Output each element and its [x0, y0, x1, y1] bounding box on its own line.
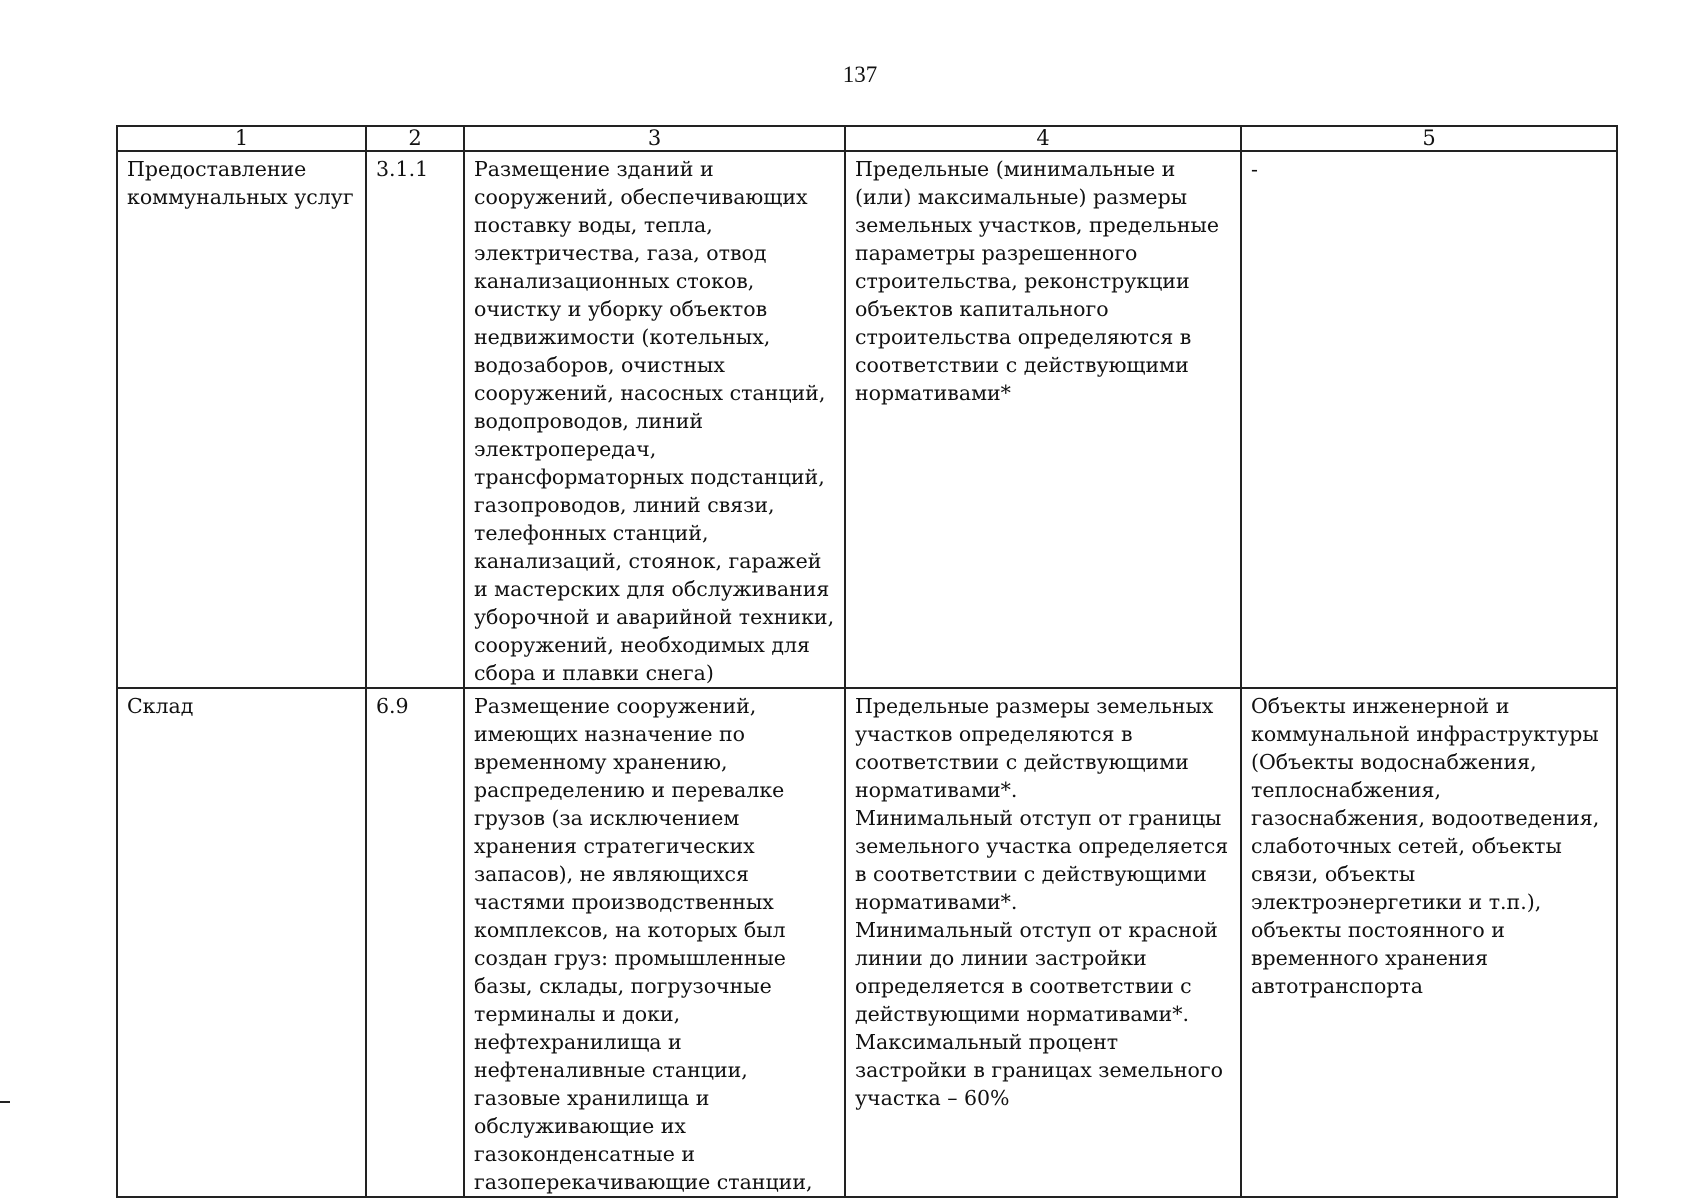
land-use-parameters: Предельные (минимальные и (или) максимальные) размеры земельных участков, предельные параметры разрешенного строительства, реконструкции объектов капитального строительства определяются в соответствии с действующими нормативами*: [845, 151, 1241, 688]
land-use-name: Предоставление коммунальных услуг: [117, 151, 366, 688]
header-row: [117, 126, 1617, 151]
header-cell-1: 1: [117, 126, 366, 151]
land-use-code: 6.9: [366, 688, 464, 1197]
margin-dash: [0, 1101, 10, 1103]
land-use-description: Размещение зданий и сооружений, обеспечивающих поставку воды, тепла, электричества, газа, отвод канализационных стоков, очистку и уборку объектов недвижимости (котельных, водозаборов, очистных сооружений, насосных станций, водопроводов, линий электропередач, трансформаторных подстанций, газопроводов, линий связи, телефонных станций, канализаций, стоянок, гаражей и мастерских для обслуживания уборочной и аварийной техники, сооружений, необходимых для сбора и плавки снега): [464, 151, 845, 688]
table-row: [117, 151, 1617, 688]
header-cell-5: 5: [1241, 126, 1617, 151]
land-use-parameters: Предельные размеры земельных участков определяются в соответствии с действующими нормативами*. Минимальный отступ от границы земельного участка определяется в соответствии с действующими нормативами*. Минимальный отступ от красной линии до линии застройки определяется в соответствии с действующими нормативами*. Максимальный процент застройки в границах земельного участка – 60%: [845, 688, 1241, 1197]
land-use-code: 3.1.1: [366, 151, 464, 688]
header-cell-3: 3: [464, 126, 845, 151]
land-use-auxiliary: Объекты инженерной и коммунальной инфраструктуры (Объекты водоснабжения, теплоснабжения, газоснабжения, водоотведения, слаботочных сетей, объекты связи, объекты электроэнергетики и т.п.), объекты постоянного и временного хранения автотранспорта: [1241, 688, 1617, 1197]
table-row: [117, 688, 1617, 1197]
header-cell-4: 4: [845, 126, 1241, 151]
page-number: 137: [842, 62, 878, 87]
land-use-name: Склад: [117, 688, 366, 1197]
land-use-auxiliary: -: [1241, 151, 1617, 688]
land-use-table: [116, 125, 1618, 1198]
header-cell-2: 2: [366, 126, 464, 151]
land-use-description: Размещение сооружений, имеющих назначение по временному хранению, распределению и перевалке грузов (за исключением хранения стратегических запасов), не являющихся частями производственных комплексов, на которых был создан груз: промышленные базы, склады, погрузочные терминалы и доки, нефтехранилища и нефтеналивные станции, газовые хранилища и обслуживающие их газоконденсатные и газоперекачивающие станции,: [464, 688, 845, 1197]
